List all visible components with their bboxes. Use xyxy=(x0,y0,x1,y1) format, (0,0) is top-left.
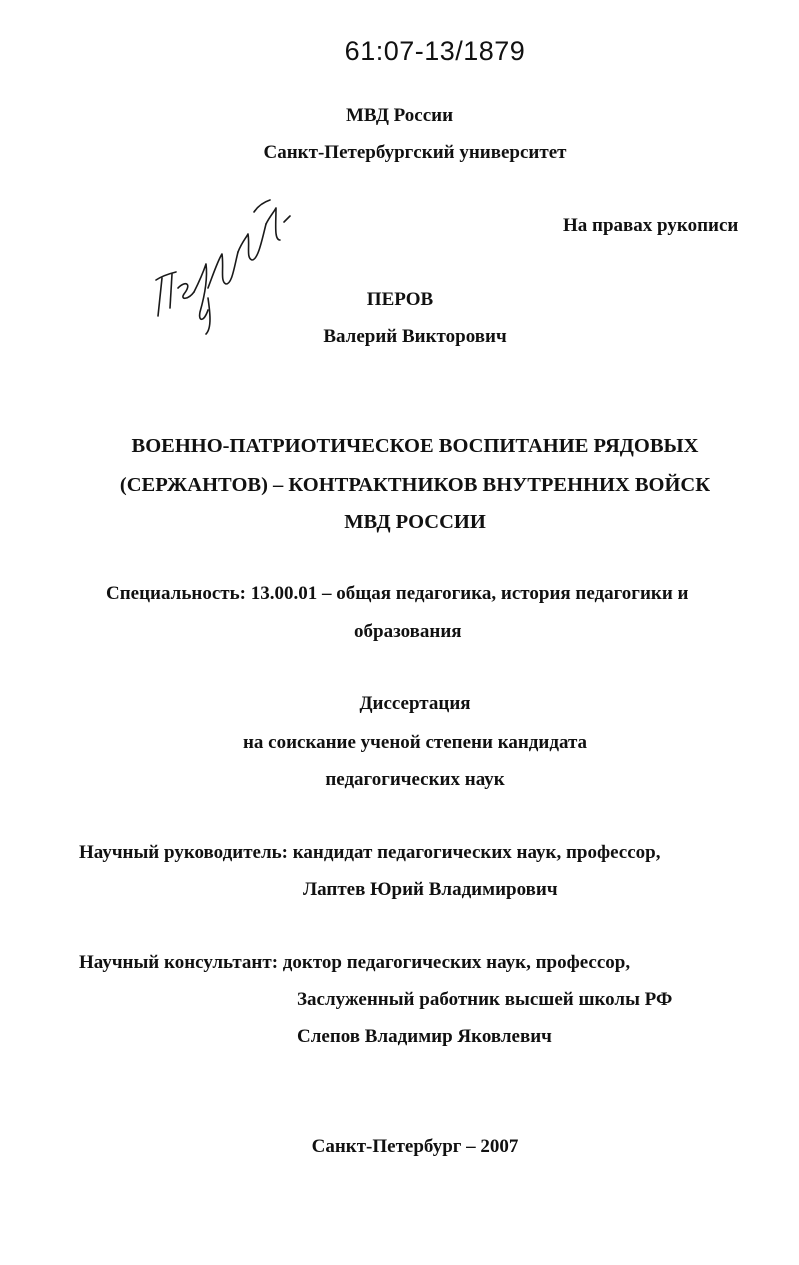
ministry-name: МВД России xyxy=(345,105,454,126)
city-year: Санкт-Петербург – 2007 xyxy=(311,1136,519,1157)
manuscript-rights: На правах рукописи xyxy=(563,215,739,236)
dissertation-title-line-3: МВД РОССИИ xyxy=(344,511,486,533)
dissertation-title-line-1: ВОЕННО-ПАТРИОТИЧЕСКОЕ ВОСПИТАНИЕ РЯДОВЫХ xyxy=(131,435,699,457)
consultant-honor: Заслуженный работник высшей школы РФ xyxy=(297,989,673,1010)
supervisor-title: Научный руководитель: кандидат педагогических наук, профессор, xyxy=(79,842,661,863)
dissertation-title-line-2: (СЕРЖАНТОВ) – КОНТРАКТНИКОВ ВНУТРЕННИХ ВОЙСК xyxy=(119,474,711,496)
consultant-name: Слепов Владимир Яковлевич xyxy=(297,1026,552,1047)
specialty-line-1: Специальность: 13.00.01 – общая педагогика, история педагогики и xyxy=(106,583,689,604)
university-name: Санкт-Петербургский университет xyxy=(263,142,567,163)
degree-line: на соискание ученой степени кандидата xyxy=(242,732,588,753)
author-signature xyxy=(148,188,298,338)
dissertation-label: Диссертация xyxy=(359,693,471,714)
specialty-line-2: образования xyxy=(354,621,462,642)
supervisor-name: Лаптев Юрий Владимирович xyxy=(303,879,558,900)
sciences-line: педагогических наук xyxy=(325,769,505,790)
registration-number: 61:07-13/1879 xyxy=(344,36,526,66)
consultant-title: Научный консультант: доктор педагогических наук, профессор, xyxy=(79,952,631,973)
author-surname: ПЕРОВ xyxy=(366,289,434,310)
author-given-names: Валерий Викторович xyxy=(323,326,507,347)
